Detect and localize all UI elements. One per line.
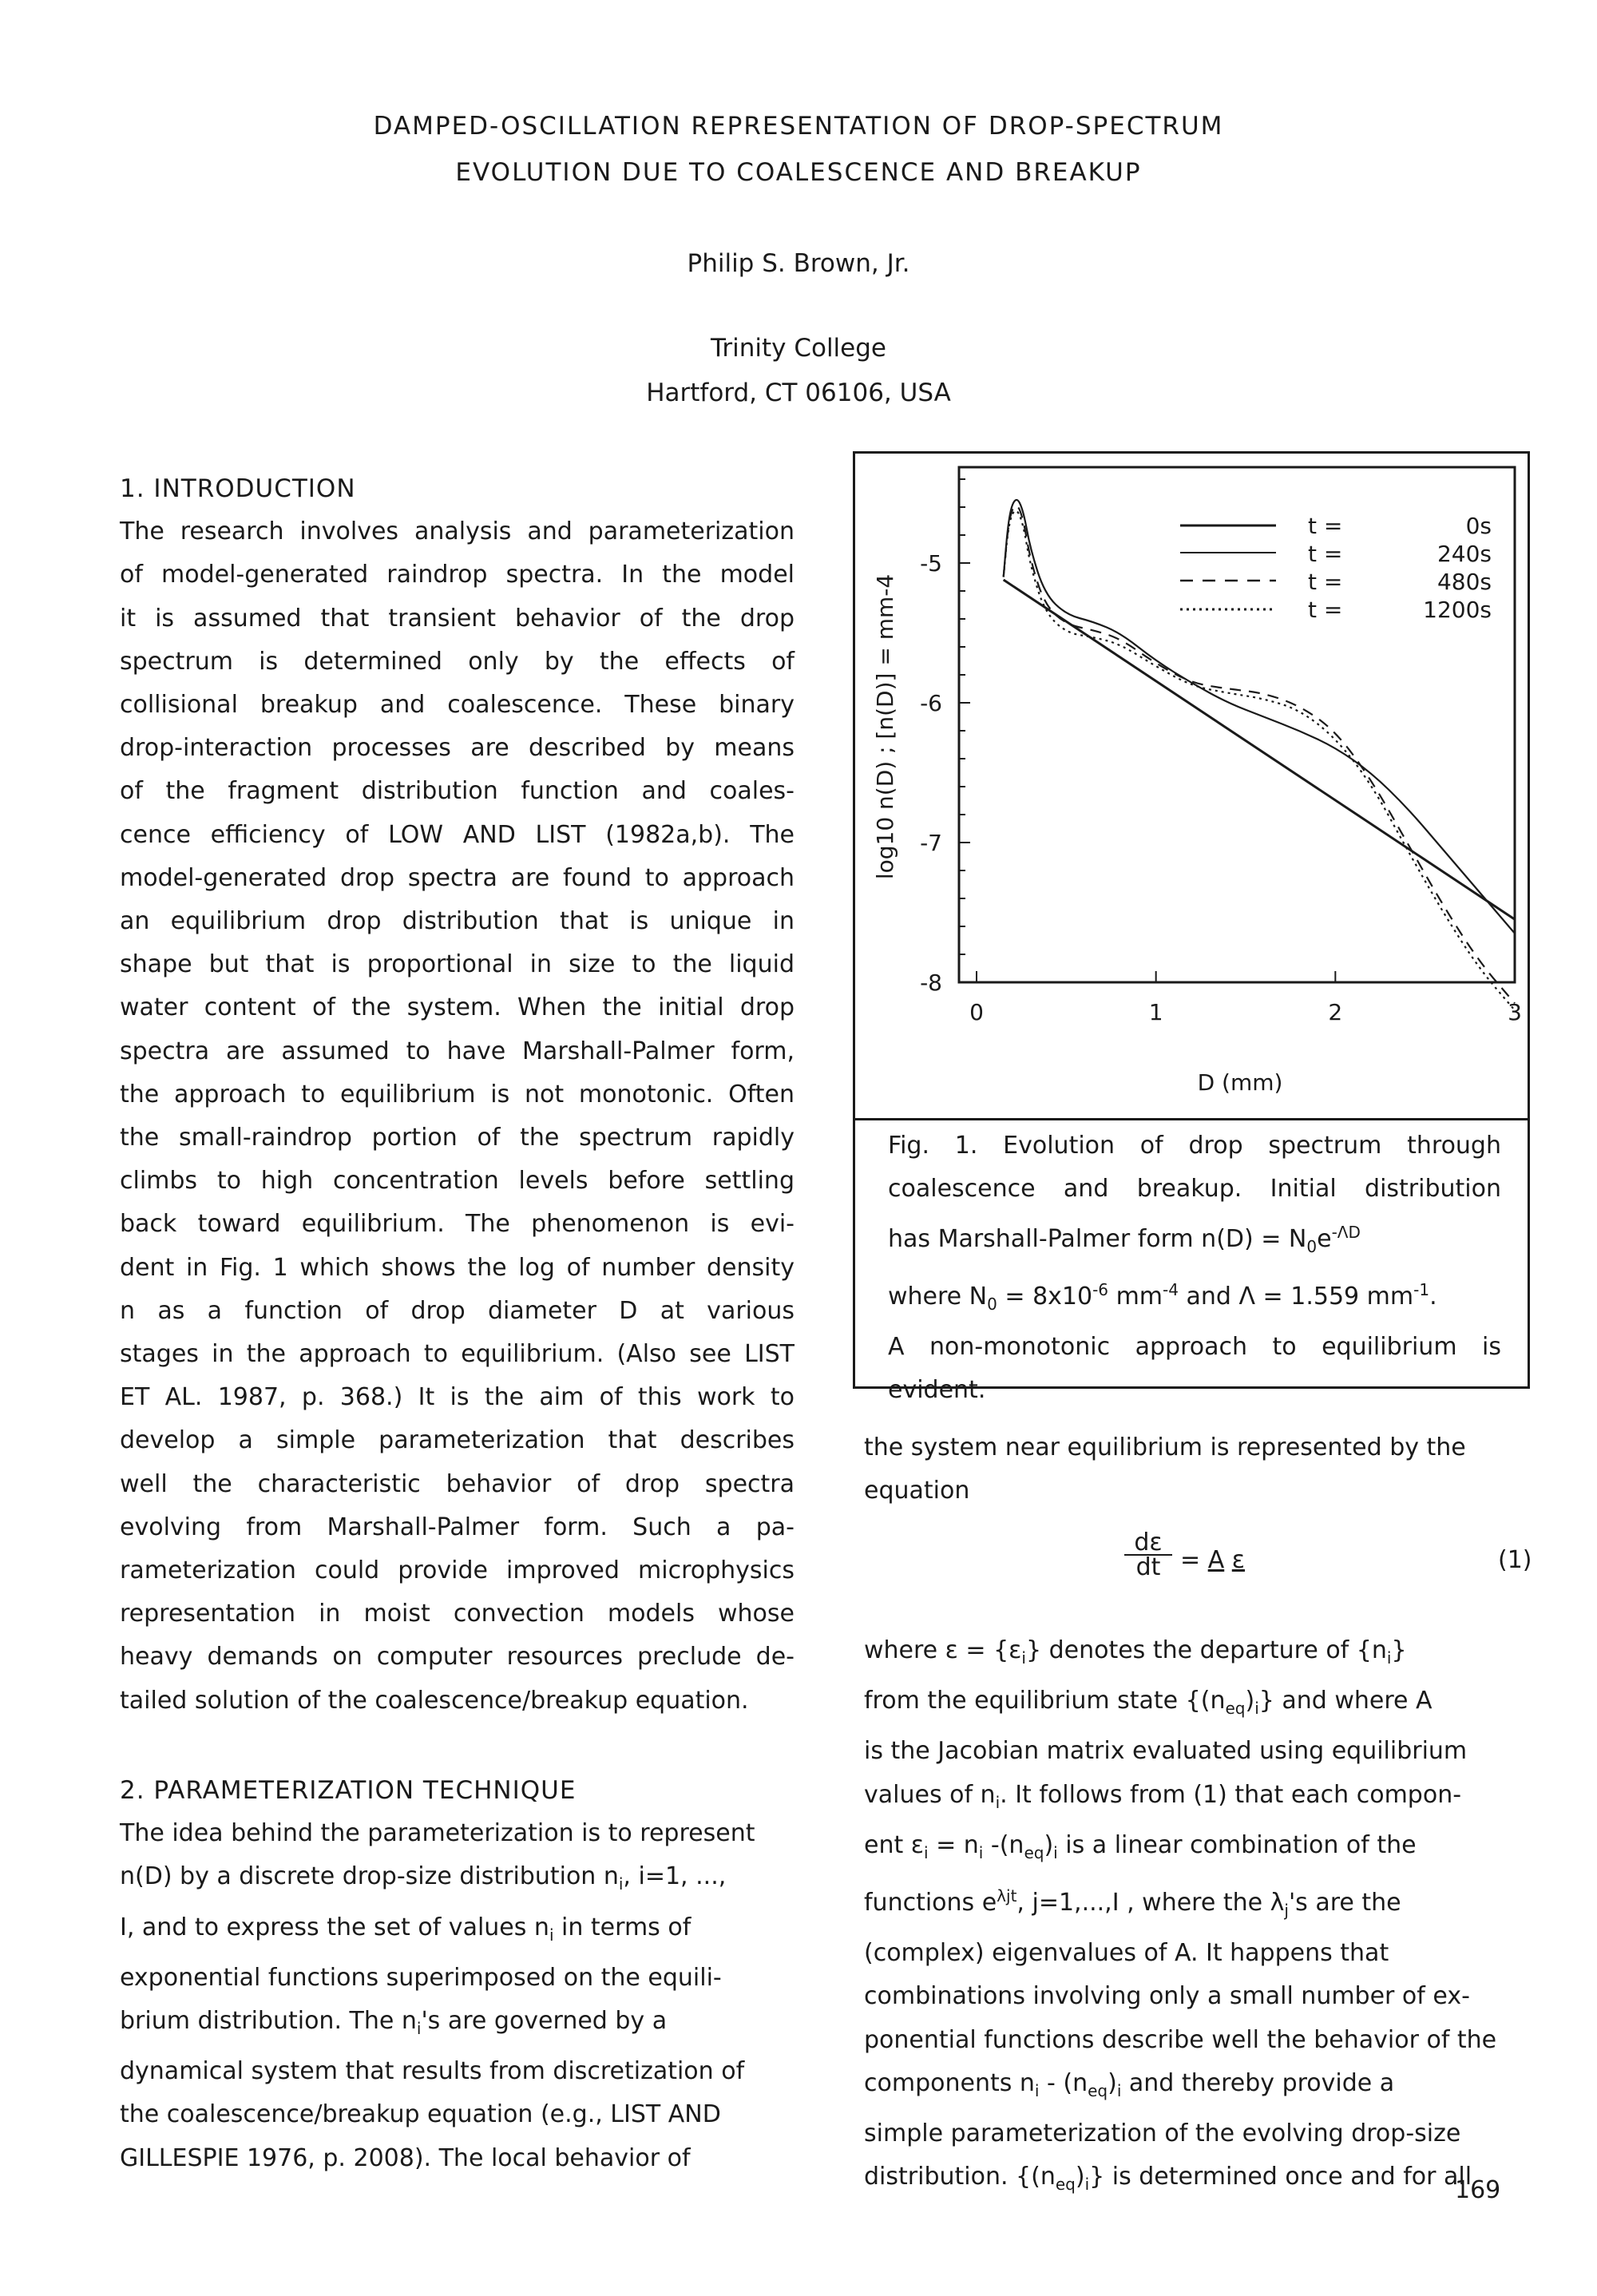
plot-frame bbox=[959, 467, 1515, 982]
s2-line: exponential functions superimposed on the equili- bbox=[120, 1963, 722, 1992]
s2-line: dynamical system that results from discretization of bbox=[120, 2057, 745, 2086]
affiliation-line-1: Trinity College bbox=[710, 334, 886, 363]
x-axis bbox=[969, 971, 1522, 1025]
section-2-heading: 2. PARAMETERIZATION TECHNIQUE bbox=[120, 1776, 577, 1805]
affiliation-line-2: Hartford, CT 06106, USA bbox=[646, 379, 951, 407]
s1-line: dent in Fig. 1 which shows the log of number density bbox=[120, 1253, 795, 1282]
left-column bbox=[120, 467, 795, 1723]
equation-1 bbox=[1124, 1529, 1172, 1581]
col2-line: ponential functions describe well the behavior of the bbox=[864, 2025, 1497, 2054]
legend-label: t = bbox=[1308, 569, 1343, 595]
s2-line: GILLESPIE 1976, p. 2008). The local behavior of bbox=[120, 2143, 691, 2172]
paper-title-line-1: DAMPED-OSCILLATION REPRESENTATION OF DROP-SPECTRUM bbox=[373, 112, 1224, 141]
legend-label: t = bbox=[1308, 541, 1343, 567]
s1-line: n as a function of drop diameter D at various bbox=[120, 1296, 795, 1325]
figure-divider bbox=[853, 1118, 1530, 1120]
s2-line: the coalescence/breakup equation (e.g., LIST AND bbox=[120, 2100, 721, 2129]
figure-caption bbox=[888, 1124, 1501, 1412]
s1-line: rameterization could provide improved microphysics bbox=[120, 1556, 795, 1585]
y-tick-label: -5 bbox=[920, 550, 942, 577]
col2-line: values of $n_i$. It follows from (1) that each compon- bbox=[864, 1780, 1462, 1812]
caption-line: has Marshall-Palmer form $n(D) = N_0e^{-\Lambda D}$ bbox=[888, 1223, 1361, 1256]
s1-line: well the characteristic behavior of drop spectra bbox=[120, 1469, 795, 1498]
s1-line: water content of the system. When the initial drop bbox=[120, 993, 795, 1022]
eq-rhs: = A ε bbox=[1180, 1546, 1245, 1574]
eq-denominator: dt bbox=[1135, 1553, 1161, 1581]
s1-line: the small-raindrop portion of the spectrum rapidly bbox=[120, 1124, 795, 1152]
section-2 bbox=[120, 1769, 795, 2180]
col2-line: from the equilibrium state $\{(n_{eq})_i\}$ and where A bbox=[864, 1687, 1433, 1719]
legend-label: t = bbox=[1308, 597, 1343, 623]
page-number: 169 bbox=[1455, 2176, 1501, 2204]
s2-line: The idea behind the parameterization is to represent bbox=[120, 1819, 755, 1848]
col2-line: (complex) eigenvalues of A. It happens that bbox=[864, 1939, 1389, 1968]
legend-value: 480s bbox=[1437, 569, 1492, 595]
equation-number: (1) bbox=[1498, 1546, 1532, 1574]
section-1-heading: 1. INTRODUCTION bbox=[120, 474, 356, 503]
s1-line: ET AL. 1987, p. 368.) It is the aim of this work to bbox=[120, 1383, 795, 1412]
x-tick-label: 2 bbox=[1328, 999, 1343, 1025]
s2-line: brium distribution. The $n_i's$ are governed by a bbox=[120, 2007, 668, 2039]
s1-line: drop-interaction processes are described by means bbox=[120, 734, 795, 763]
s1-line: an equilibrium drop distribution that is unique in bbox=[120, 907, 795, 936]
x-axis-label: D (mm) bbox=[1197, 1069, 1283, 1096]
caption-line: coalescence and breakup. Initial distribution bbox=[888, 1175, 1501, 1203]
s1-line: develop a simple parameterization that describes bbox=[120, 1426, 795, 1455]
y-axis bbox=[920, 479, 970, 996]
s1-line: of model-generated raindrop spectra. In the model bbox=[120, 561, 795, 589]
col2-line: is the Jacobian matrix evaluated using equilibrium bbox=[864, 1737, 1468, 1766]
legend-value: 0s bbox=[1465, 513, 1492, 539]
col2-line: functions $e^{\lambda jt}$, j=1,...,I , where the $\lambda_j's$ are the bbox=[864, 1886, 1401, 1921]
paper-title-line-2: EVOLUTION DUE TO COALESCENCE AND BREAKUP bbox=[455, 158, 1142, 187]
col2-line: the system near equilibrium is represented by the bbox=[864, 1434, 1466, 1461]
s2-line: n(D) by a discrete drop-size distribution $n_i$, i=1, ..., bbox=[120, 1862, 727, 1894]
y-axis-label: log10 n(D) ; [n(D)] = mm-4 bbox=[872, 573, 898, 880]
s2-line: I, and to express the set of values $n_i$ in terms of bbox=[120, 1913, 692, 1945]
s1-line: of the fragment distribution function and coales- bbox=[120, 777, 795, 806]
author: Philip S. Brown, Jr. bbox=[687, 249, 910, 278]
col2-line: distribution. $\{(n_{eq})_i\}$ is determined once and for all bbox=[864, 2163, 1472, 2195]
s1-line: cence efficiency of LOW AND LIST (1982a,b). The bbox=[120, 820, 795, 849]
s1-line: spectra are assumed to have Marshall-Palmer form, bbox=[120, 1037, 795, 1065]
s1-line: representation in moist convection models whose bbox=[120, 1600, 795, 1628]
x-tick-label: 1 bbox=[1148, 999, 1163, 1025]
legend-label: t = bbox=[1308, 513, 1343, 539]
s1-line: stages in the approach to equilibrium. (Also see LIST bbox=[120, 1340, 795, 1369]
s1-line: The research involves analysis and parameterization bbox=[120, 517, 795, 546]
s1-line: climbs to high concentration levels before settling bbox=[120, 1167, 795, 1196]
y-tick-label: -6 bbox=[920, 690, 942, 716]
col2-line: combinations involving only a small number of ex- bbox=[864, 1982, 1470, 2011]
right-column-body bbox=[864, 1629, 1535, 2206]
x-tick-label: 3 bbox=[1508, 999, 1522, 1025]
s1-line: the approach to equilibrium is not monotonic. Often bbox=[120, 1080, 795, 1108]
col2-line: equation bbox=[864, 1477, 970, 1505]
col2-line: ent $\varepsilon_i = n_i$ $-(n_{eq})_i$ is a linear combination of the bbox=[864, 1830, 1417, 1862]
s1-line: evolving from Marshall-Palmer form. Such a pa- bbox=[120, 1513, 795, 1541]
s1-line: tailed solution of the coalescence/breakup equation. bbox=[120, 1686, 749, 1715]
s1-line: collisional breakup and coalescence. These binary bbox=[120, 691, 795, 720]
col2-line: where $\varepsilon = \{\varepsilon_i\}$ denotes the departure of $\{n_i\}$ bbox=[864, 1636, 1407, 1667]
s1-line: back toward equilibrium. The phenomenon is evi- bbox=[120, 1210, 795, 1239]
legend-value: 240s bbox=[1437, 541, 1492, 567]
caption-line: evident. bbox=[888, 1376, 986, 1404]
caption-line: Fig. 1. Evolution of drop spectrum through bbox=[888, 1132, 1501, 1160]
col2-line: simple parameterization of the evolving drop-size bbox=[864, 2120, 1461, 2148]
y-tick-label: -8 bbox=[920, 970, 942, 996]
right-column-top bbox=[864, 1426, 1535, 1513]
s1-line: it is assumed that transient behavior of the drop bbox=[120, 604, 795, 632]
s1-line: spectrum is determined only by the effects of bbox=[120, 647, 795, 676]
figure-1-chart bbox=[853, 451, 1530, 1118]
caption-line: A non-monotonic approach to equilibrium is bbox=[888, 1333, 1501, 1361]
s1-line: model-generated drop spectra are found to approach bbox=[120, 863, 795, 892]
series-line-t-0s bbox=[1004, 580, 1515, 919]
legend-value: 1200s bbox=[1423, 597, 1492, 623]
caption-line: where $N_0 = 8x10^{-6}$ $mm^{-4}$ and Λ = 1.559 $mm^{-1}$. bbox=[888, 1280, 1437, 1314]
y-tick-label: -7 bbox=[920, 830, 942, 856]
s1-line: shape but that is proportional in size to the liquid bbox=[120, 950, 795, 979]
x-tick-label: 0 bbox=[969, 999, 984, 1025]
legend bbox=[1180, 513, 1492, 623]
eq-numerator: dε bbox=[1124, 1532, 1172, 1556]
section-1-body bbox=[120, 510, 795, 1723]
s1-line: heavy demands on computer resources preclude de- bbox=[120, 1643, 795, 1671]
col2-line: components $n_i - (n_{eq})_i$ and thereby provide a bbox=[864, 2068, 1395, 2100]
